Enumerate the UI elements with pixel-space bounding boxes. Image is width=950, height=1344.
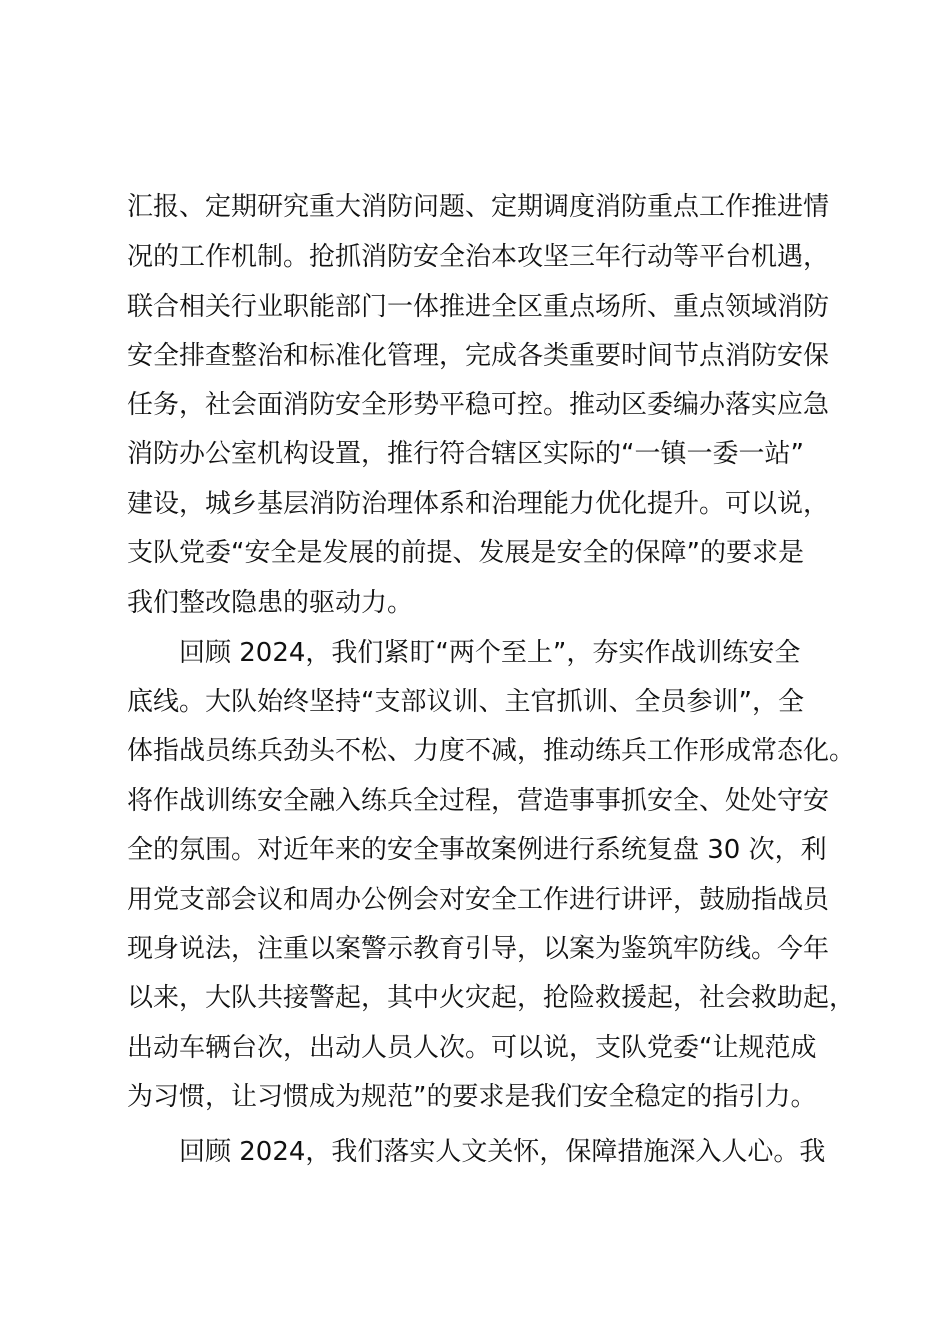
paragraph-first-line: 回顾 2024，我们紧盯“两个至上”，夯实作战训练安全 — [179, 638, 801, 668]
text-line: 支队党委“安全是发展的前提、发展是安全的保障”的要求是 — [127, 538, 804, 568]
text-line: 用党支部会议和周办公例会对安全工作进行讲评，鼓励指战员 — [127, 885, 830, 915]
text-line: 将作战训练安全融入练兵全过程，营造事事抓安全、处处守安 — [127, 786, 830, 816]
paragraph-first-line: 回顾 2024，我们落实人文关怀，保障措施深入人心。我 — [179, 1137, 826, 1167]
text-line: 消防办公室机构设置，推行符合辖区实际的“一镇一委一站” — [127, 439, 804, 469]
text-line: 联合相关行业职能部门一体推进全区重点场所、重点领域消防 — [127, 292, 830, 322]
text-line: 况的工作机制。抢抓消防安全治本攻坚三年行动等平台机遇， — [127, 242, 830, 272]
text-line: 任务，社会面消防安全形势平稳可控。推动区委编办落实应急 — [127, 390, 830, 420]
text-line: 出动车辆台次，出动人员人次。可以说，支队党委“让规范成 — [127, 1033, 817, 1063]
text-line: 体指战员练兵劲头不松、力度不减，推动练兵工作形成常态化。 — [127, 736, 856, 766]
text-line: 为习惯，让习惯成为规范”的要求是我们安全稳定的指引力。 — [127, 1082, 817, 1112]
text-line: 汇报、定期研究重大消防问题、定期调度消防重点工作推进情 — [127, 192, 830, 222]
text-line: 全的氛围。对近年来的安全事故案例进行系统复盘 30 次，利 — [127, 835, 827, 865]
text-line: 建设，城乡基层消防治理体系和治理能力优化提升。可以说， — [127, 489, 830, 519]
text-line: 以来，大队共接警起，其中火灾起，抢险救援起，社会救助起， — [127, 983, 856, 1013]
text-line: 现身说法，注重以案警示教育引导，以案为鉴筑牢防线。今年 — [127, 934, 830, 964]
text-line: 我们整改隐患的驱动力。 — [127, 588, 414, 618]
text-line: 安全排查整治和标准化管理，完成各类重要时间节点消防安保 — [127, 341, 830, 371]
text-line: 底线。大队始终坚持“支部议训、主官抓训、全员参训”，全 — [127, 687, 804, 717]
